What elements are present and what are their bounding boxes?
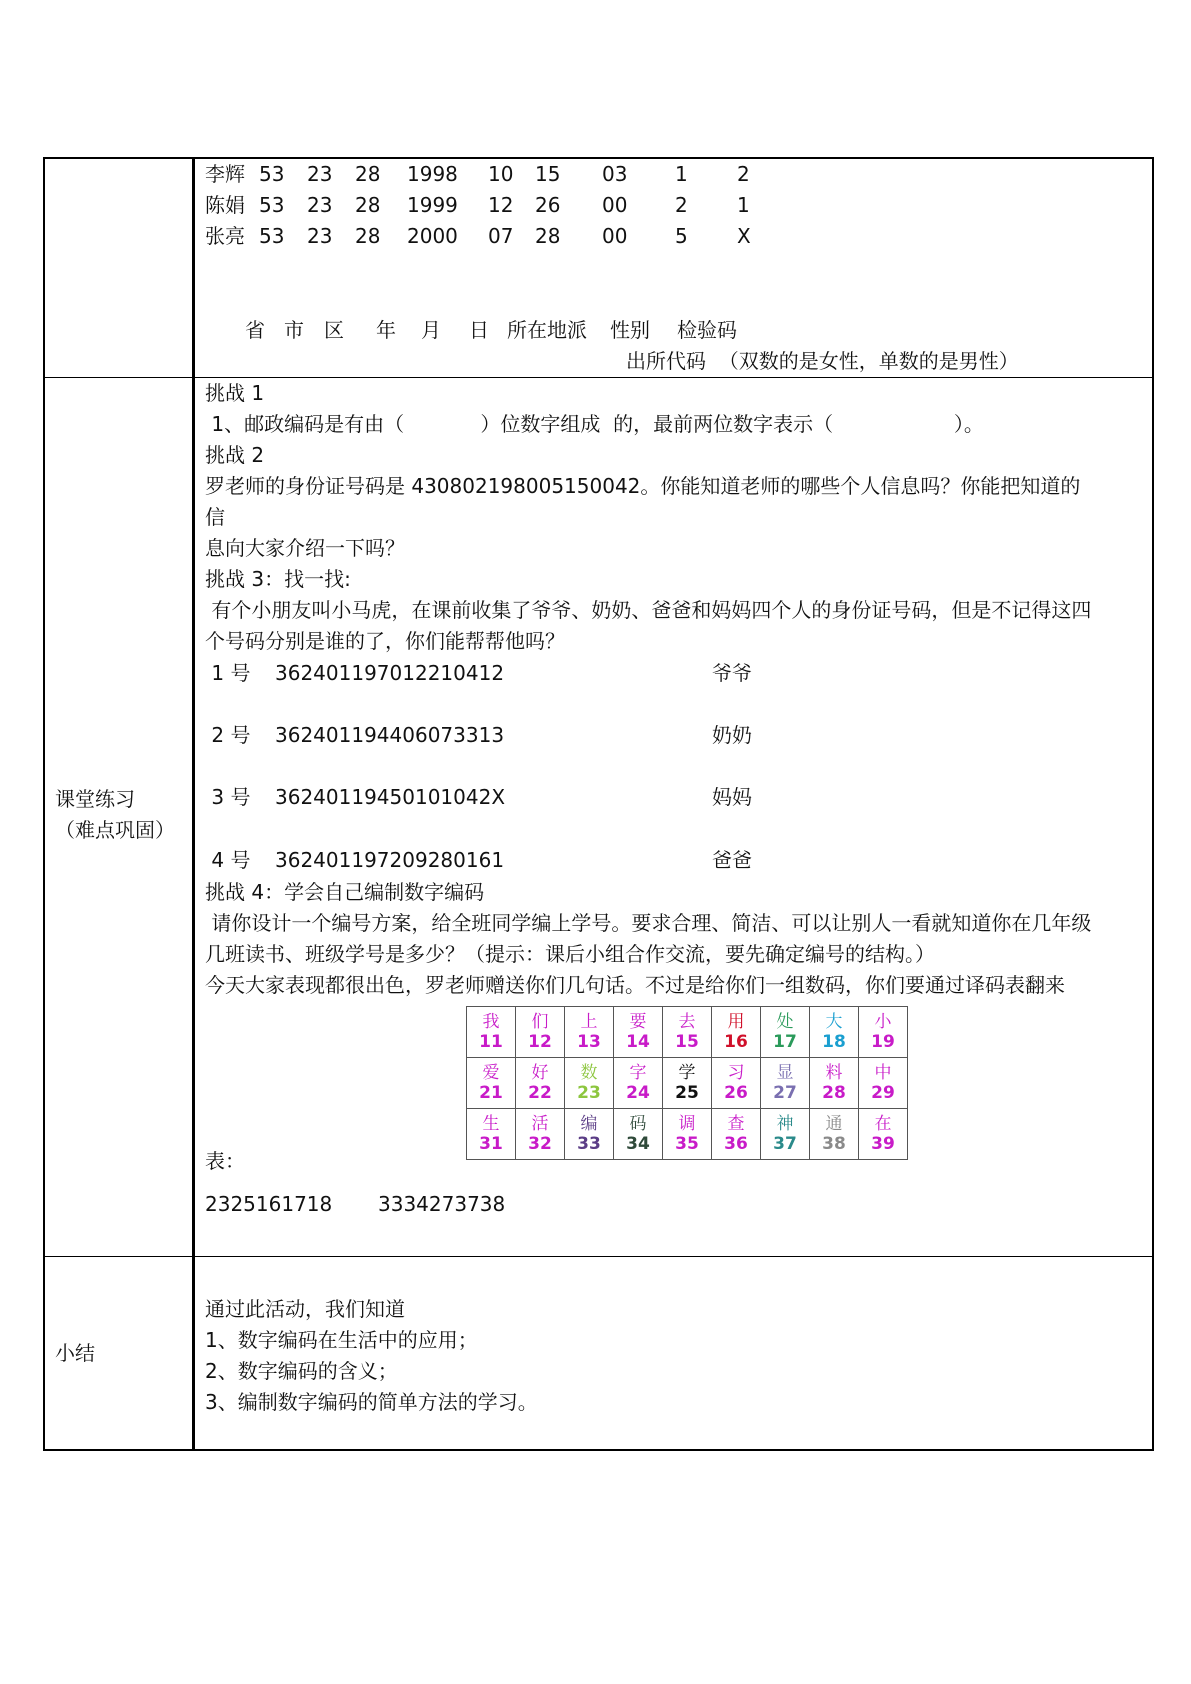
decoding-character: 大 bbox=[825, 1012, 843, 1032]
birth-day: 28 bbox=[535, 224, 561, 248]
id-number-label: 4 号 bbox=[205, 848, 251, 872]
district-code: 28 bbox=[355, 224, 381, 248]
decoding-character: 活 bbox=[531, 1114, 549, 1134]
decoding-number: 37 bbox=[773, 1134, 797, 1154]
challenge-title: 挑战 2 bbox=[205, 443, 265, 467]
id-number-label: 2 号 bbox=[205, 723, 251, 747]
person-name: 张亮 bbox=[205, 224, 245, 248]
code-sequence: 3334273738 bbox=[378, 1192, 506, 1216]
row-divider bbox=[43, 1256, 1154, 1257]
decoding-number: 19 bbox=[871, 1032, 895, 1052]
challenge-text: 几班读书、班级学号是多少？（提示：课后小组合作交流，要先确定编号的结构。） bbox=[205, 942, 935, 966]
decoding-number: 38 bbox=[822, 1134, 846, 1154]
decoding-number: 39 bbox=[871, 1134, 895, 1154]
decoding-cell bbox=[712, 1109, 761, 1160]
decoding-cell bbox=[467, 1109, 516, 1160]
decoding-cell bbox=[810, 1058, 859, 1109]
decoding-number: 21 bbox=[479, 1083, 503, 1103]
birth-year: 1999 bbox=[407, 193, 458, 217]
decoding-cell bbox=[614, 1058, 663, 1109]
decoding-cell bbox=[761, 1058, 810, 1109]
check-digit: 1 bbox=[737, 193, 750, 217]
gender-digit: 5 bbox=[675, 224, 688, 248]
code-sequence: 2325161718 bbox=[205, 1192, 333, 1216]
decoding-number: 24 bbox=[626, 1083, 650, 1103]
row-label-line: 课堂练习 bbox=[55, 787, 135, 811]
decoding-character: 生 bbox=[482, 1114, 500, 1134]
decoding-character: 学 bbox=[678, 1063, 696, 1083]
challenge-text: 今天大家表现都很出色，罗老师赠送你们几句话。不过是给你们一组数码，你们要通过译码表翻来 bbox=[205, 973, 1065, 997]
birth-month: 12 bbox=[488, 193, 514, 217]
person-name: 陈娟 bbox=[205, 193, 245, 217]
id-number: 362401197012210412 bbox=[275, 661, 505, 685]
person-name: 李辉 bbox=[205, 162, 245, 186]
decoding-number: 15 bbox=[675, 1032, 699, 1052]
decoding-number: 28 bbox=[822, 1083, 846, 1103]
city-code: 23 bbox=[307, 193, 333, 217]
summary-line: 3、编制数字编码的简单方法的学习。 bbox=[205, 1390, 538, 1414]
summary-line: 2、数字编码的含义； bbox=[205, 1359, 398, 1383]
legend-label: 性别 bbox=[610, 318, 650, 342]
id-number: 362401194406073313 bbox=[275, 723, 505, 747]
decoding-cell bbox=[565, 1109, 614, 1160]
decoding-number: 27 bbox=[773, 1083, 797, 1103]
gender-digit: 1 bbox=[675, 162, 688, 186]
decoding-number: 34 bbox=[626, 1134, 650, 1154]
decoding-character: 码 bbox=[629, 1114, 647, 1134]
challenge-text: 1、邮政编码是有由（ ）位数字组成 的，最前两位数字表示（ ）。 bbox=[205, 412, 984, 436]
birth-day: 15 bbox=[535, 162, 561, 186]
decoding-number: 25 bbox=[675, 1083, 699, 1103]
decoding-cell bbox=[859, 1109, 908, 1160]
decoding-number: 12 bbox=[528, 1032, 552, 1052]
id-owner: 爷爷 bbox=[712, 661, 752, 685]
city-code: 23 bbox=[307, 162, 333, 186]
row-divider bbox=[43, 377, 1154, 378]
legend-label: 所在地派 bbox=[507, 318, 587, 342]
decoding-character: 们 bbox=[531, 1012, 549, 1032]
row-label-summary: 小结 bbox=[55, 1341, 95, 1365]
decoding-character: 调 bbox=[678, 1114, 696, 1134]
city-code: 23 bbox=[307, 224, 333, 248]
decoding-character: 料 bbox=[825, 1063, 843, 1083]
challenge-title: 挑战 4：学会自己编制数字编码 bbox=[205, 880, 485, 904]
decoding-number: 33 bbox=[577, 1134, 601, 1154]
station-code: 03 bbox=[602, 162, 628, 186]
decoding-cell bbox=[761, 1007, 810, 1058]
challenge-text: 罗老师的身份证号码是 430802198005150042。你能知道老师的哪些个人信息吗？你能把知道的 bbox=[205, 474, 1081, 498]
decoding-cell bbox=[859, 1058, 908, 1109]
challenge-text: 息向大家介绍一下吗？ bbox=[205, 536, 405, 560]
decoding-number: 36 bbox=[724, 1134, 748, 1154]
decoding-table-row bbox=[467, 1007, 908, 1058]
birth-year: 2000 bbox=[407, 224, 458, 248]
decoding-character: 数 bbox=[580, 1063, 598, 1083]
summary-line: 1、数字编码在生活中的应用； bbox=[205, 1328, 478, 1352]
decoding-cell bbox=[712, 1058, 761, 1109]
legend-note: 出所代码 （双数的是女性，单数的是男性） bbox=[626, 349, 1019, 373]
province-code: 53 bbox=[259, 193, 285, 217]
decoding-cell bbox=[810, 1109, 859, 1160]
decoding-table-row bbox=[467, 1109, 908, 1160]
id-owner: 妈妈 bbox=[712, 785, 752, 809]
legend-label: 年 bbox=[376, 318, 396, 342]
id-number-label: 3 号 bbox=[205, 785, 251, 809]
decoding-character: 习 bbox=[727, 1063, 745, 1083]
decoding-cell bbox=[810, 1007, 859, 1058]
decoding-character: 中 bbox=[874, 1063, 892, 1083]
gender-digit: 2 bbox=[675, 193, 688, 217]
birth-day: 26 bbox=[535, 193, 561, 217]
decoding-cell bbox=[663, 1109, 712, 1160]
challenge-text: 表： bbox=[205, 1149, 245, 1173]
challenge-title: 挑战 1 bbox=[205, 381, 265, 405]
decoding-cell bbox=[565, 1058, 614, 1109]
decoding-cell bbox=[516, 1007, 565, 1058]
challenge-text: 个号码分别是谁的了，你们能帮帮他吗？ bbox=[205, 629, 565, 653]
decoding-number: 18 bbox=[822, 1032, 846, 1052]
decoding-cell bbox=[467, 1007, 516, 1058]
province-code: 53 bbox=[259, 224, 285, 248]
decoding-number: 13 bbox=[577, 1032, 601, 1052]
decoding-cell bbox=[614, 1109, 663, 1160]
id-number: 362401197209280161 bbox=[275, 848, 505, 872]
decoding-character: 上 bbox=[580, 1012, 598, 1032]
station-code: 00 bbox=[602, 224, 628, 248]
decoding-number: 11 bbox=[479, 1032, 503, 1052]
summary-line: 通过此活动，我们知道 bbox=[205, 1297, 405, 1321]
decoding-table-row bbox=[467, 1058, 908, 1109]
decoding-number: 16 bbox=[724, 1032, 748, 1052]
station-code: 00 bbox=[602, 193, 628, 217]
legend-label: 市 bbox=[284, 318, 304, 342]
check-digit: X bbox=[737, 224, 751, 248]
birth-year: 1998 bbox=[407, 162, 458, 186]
decoding-character: 神 bbox=[776, 1114, 794, 1134]
decoding-cell bbox=[516, 1109, 565, 1160]
decoding-number: 35 bbox=[675, 1134, 699, 1154]
row-label-line: （难点巩固） bbox=[55, 818, 175, 842]
decoding-character: 处 bbox=[776, 1012, 794, 1032]
decoding-number: 23 bbox=[577, 1083, 601, 1103]
decoding-table bbox=[466, 1006, 908, 1160]
decoding-character: 要 bbox=[629, 1012, 647, 1032]
decoding-cell bbox=[712, 1007, 761, 1058]
id-number: 36240119450101042X bbox=[275, 785, 506, 809]
decoding-character: 小 bbox=[874, 1012, 892, 1032]
decoding-number: 17 bbox=[773, 1032, 797, 1052]
decoding-character: 我 bbox=[482, 1012, 500, 1032]
province-code: 53 bbox=[259, 162, 285, 186]
decoding-character: 通 bbox=[825, 1114, 843, 1134]
challenge-text: 请你设计一个编号方案，给全班同学编上学号。要求合理、简洁、可以让别人一看就知道你在几年级 bbox=[205, 911, 1092, 935]
decoding-cell bbox=[761, 1109, 810, 1160]
decoding-character: 编 bbox=[580, 1114, 598, 1134]
decoding-number: 31 bbox=[479, 1134, 503, 1154]
decoding-cell bbox=[565, 1007, 614, 1058]
decoding-character: 用 bbox=[727, 1012, 745, 1032]
legend-label: 日 bbox=[469, 318, 489, 342]
decoding-number: 29 bbox=[871, 1083, 895, 1103]
challenge-text: 信 bbox=[205, 505, 225, 529]
decoding-character: 显 bbox=[776, 1063, 794, 1083]
decoding-number: 32 bbox=[528, 1134, 552, 1154]
decoding-cell bbox=[614, 1007, 663, 1058]
challenge-title: 挑战 3：找一找: bbox=[205, 567, 351, 591]
decoding-character: 去 bbox=[678, 1012, 696, 1032]
id-owner: 爸爸 bbox=[712, 848, 752, 872]
decoding-cell bbox=[663, 1058, 712, 1109]
decoding-character: 查 bbox=[727, 1114, 745, 1134]
district-code: 28 bbox=[355, 162, 381, 186]
legend-label: 月 bbox=[421, 318, 441, 342]
birth-month: 10 bbox=[488, 162, 514, 186]
id-owner: 奶奶 bbox=[712, 723, 752, 747]
check-digit: 2 bbox=[737, 162, 750, 186]
row-label-practice bbox=[55, 784, 175, 846]
legend-label: 检验码 bbox=[677, 318, 737, 342]
decoding-cell bbox=[859, 1007, 908, 1058]
decoding-number: 14 bbox=[626, 1032, 650, 1052]
decoding-cell bbox=[663, 1007, 712, 1058]
birth-month: 07 bbox=[488, 224, 514, 248]
decoding-character: 在 bbox=[874, 1114, 892, 1134]
decoding-number: 26 bbox=[724, 1083, 748, 1103]
id-number-label: 1 号 bbox=[205, 661, 251, 685]
decoding-cell bbox=[516, 1058, 565, 1109]
challenge-text: 有个小朋友叫小马虎，在课前收集了爷爷、奶奶、爸爸和妈妈四个人的身份证号码，但是不记得这四 bbox=[205, 598, 1092, 622]
decoding-character: 爱 bbox=[482, 1063, 500, 1083]
legend-label: 省 bbox=[245, 318, 265, 342]
decoding-character: 字 bbox=[629, 1063, 647, 1083]
district-code: 28 bbox=[355, 193, 381, 217]
decoding-cell bbox=[467, 1058, 516, 1109]
decoding-number: 22 bbox=[528, 1083, 552, 1103]
legend-label: 区 bbox=[324, 318, 344, 342]
decoding-character: 好 bbox=[531, 1063, 549, 1083]
